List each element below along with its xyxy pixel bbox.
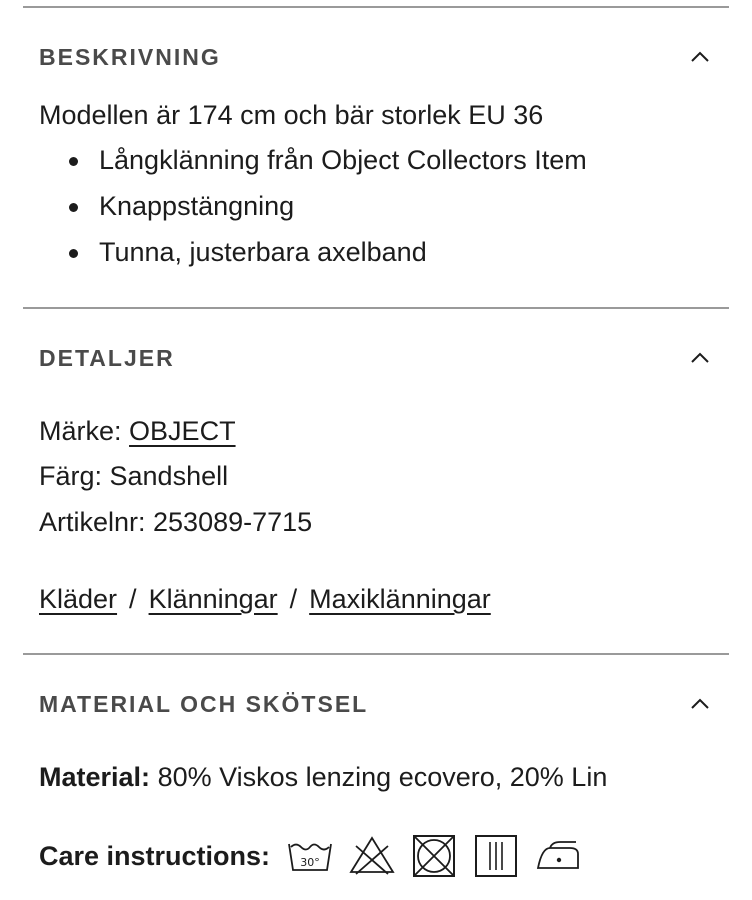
list-item: Långklänning från Object Collectors Item [39,143,587,189]
article-number: Artikelnr: 253089-7715 [39,507,313,537]
no-bleach-icon [348,834,396,878]
brand-label: Märke: [39,416,122,446]
care-instructions [39,836,596,876]
wash-30-icon [286,834,334,878]
description-intro: Modellen är 174 cm och bär storlek EU 36 [39,100,544,130]
chevron-up-icon[interactable] [688,692,712,716]
breadcrumb-item-maxiklanningar[interactable]: Maxiklänningar [309,584,491,614]
iron-low-icon [534,834,582,878]
no-tumble-dry-icon [410,834,458,878]
section-title-detaljer: DETALJER [39,345,175,371]
description-list [39,143,587,281]
material-label: Material: [39,762,151,792]
care-label: Care instructions: [39,840,271,871]
drip-dry-icon [472,834,520,878]
breadcrumb-item-klanningar[interactable]: Klänningar [148,584,278,614]
divider [23,307,729,309]
brand-line [39,414,236,448]
material-value: 80% Viskos lenzing ecovero, 20% Lin [157,762,608,792]
list-item: Knappstängning [39,189,587,235]
breadcrumb [39,582,491,616]
material-line [39,760,607,794]
divider [23,653,729,655]
breadcrumb-separator: / [289,584,298,614]
list-item: Tunna, justerbara axelband [39,235,587,281]
chevron-up-icon[interactable] [688,45,712,69]
breadcrumb-separator: / [129,584,137,614]
divider [23,6,729,8]
color-line: Färg: Sandshell [39,461,229,491]
section-title-material: MATERIAL OCH SKÖTSEL [39,691,369,717]
svg-text:30°: 30° [300,856,320,869]
section-title-beskrivning: BESKRIVNING [39,44,221,70]
chevron-up-icon[interactable] [688,346,712,370]
brand-link[interactable]: OBJECT [129,416,236,446]
breadcrumb-item-klader[interactable]: Kläder [39,584,118,614]
